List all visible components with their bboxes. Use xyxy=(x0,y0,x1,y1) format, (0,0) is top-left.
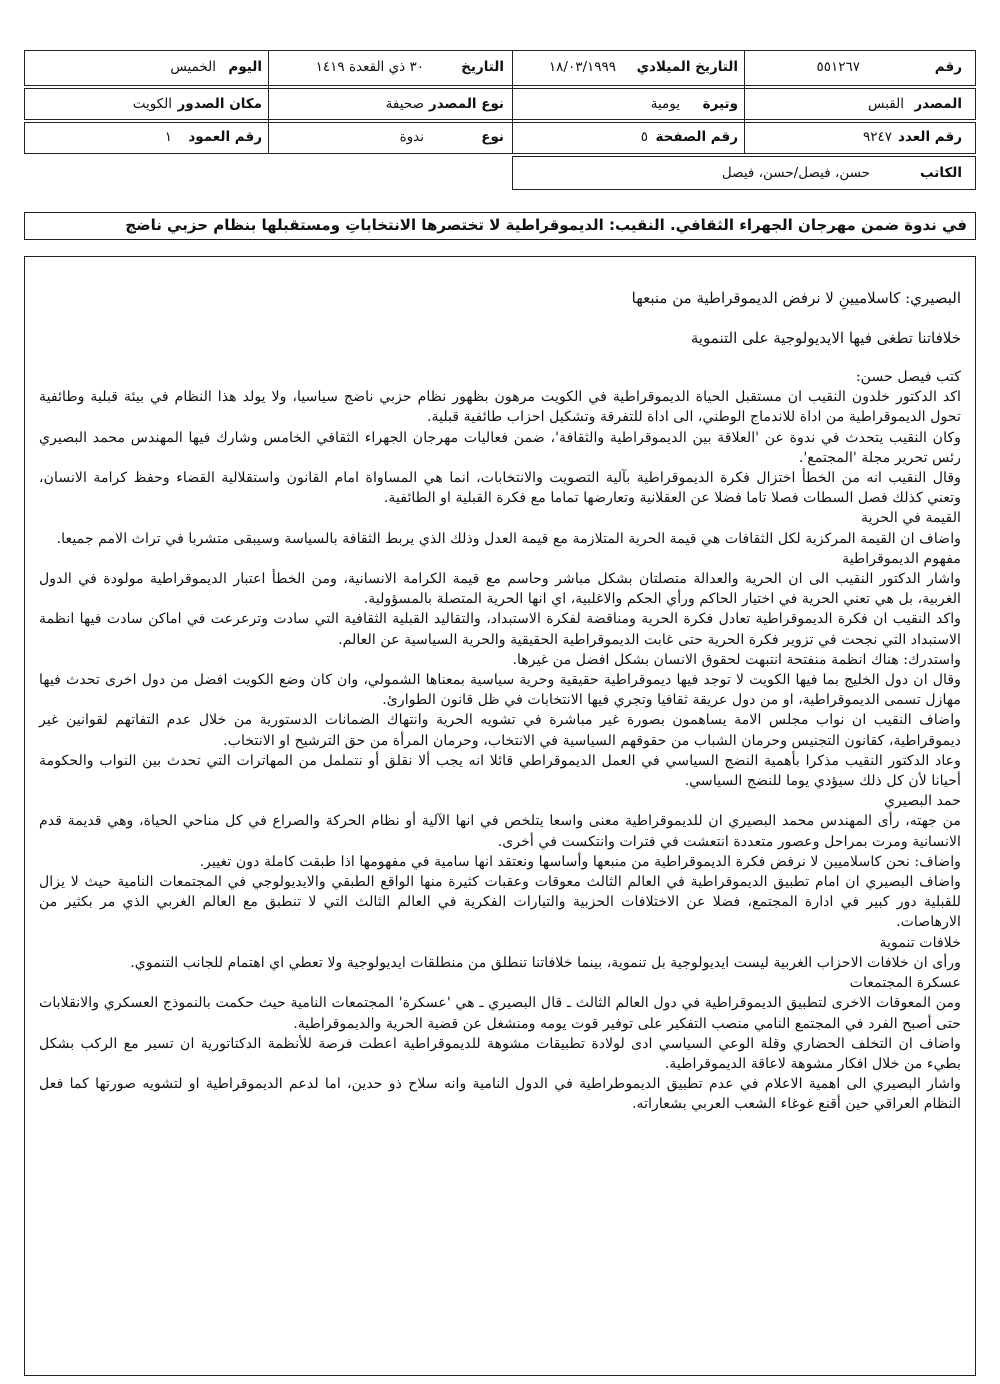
label-day: اليوم xyxy=(228,59,262,75)
article-paragraph: وقال ان دول الخليج بما فيها الكويت لا توجد فيها ديموقراطية حقيقية وحرية سياسية بمعناها الشمولي، وان كان وضع الكويت افضل من دول اخرى تحدث فيها مهازل تسمى الديموقراطية، او من دول عريقة ثقافيا وتجري فيها الانتخابات في ظل قانون الطوارئ. xyxy=(39,672,961,709)
article-paragraph: ومن المعوقات الاخرى لتطبيق الديموقراطية في دول العالم الثالث ـ قال البصيري ـ هي 'عسكرة' المجتمعات النامية حيث حكمت بالنموذج العسكري والانقلابات حتى أصبح الفرد في المجتمع النامي منصب التفكير على توفير قوت يومه ومنشغل عن قضية الحرية والديموقراطية. xyxy=(39,995,961,1032)
value-issue-number: ٩٢٤٧ xyxy=(862,129,892,145)
article-paragraph: واشار الدكتور النقيب الى ان الحرية والعدالة متصلتان بشكل مباشر وحاسم مع قيمة الكرامة الانسانية، ومن الخطأ اعتبار الديموقراطية مولودة في الدول الغربية، بل هي تعني الحرية في اختيار الحاكم ورأي الحكم والاغلبية، اي انها الحرية المتصلة بالمسؤولية. xyxy=(39,571,961,608)
label-frequency: وتيرة xyxy=(702,96,738,112)
label-column-number: رقم العمود xyxy=(188,129,262,145)
article-paragraph: وكان النقيب يتحدث في ندوة عن 'العلاقة بين الديموقراطية والثقافة'، ضمن فعاليات مهرجان الجهراء الثقافي الخامس وشارك فيها المهندس محمد البصيري رئس تحرير مجلة 'المجتمع'. xyxy=(39,429,961,466)
label-number: رقم xyxy=(934,59,962,75)
value-frequency: يومية xyxy=(650,96,680,112)
value-writer: حسن، فيصل/حسن، فيصل xyxy=(721,165,870,181)
byline: كتب فيصل حسن: xyxy=(855,369,961,385)
article-paragraph: واضاف البصيري ان امام تطبيق الديموقراطية في العالم الثالث معوقات وعقبات كثيرة منها الواقع الطبقي والايديولوجي في المجتمعات النامية حيث لا يزال للقبلية دور كبير في ادارة المجتمع، فضلا عن الاختلافات الحزبية والتيارات الفكرية في العالم الثالث التي لا تنطبق مع العالم الغربي الذي مر بكثير من الارهاصات. xyxy=(39,874,961,931)
subtitle-2: خلافاتنا تطغى فيها الايديولوجية على التنموية xyxy=(690,329,961,347)
article-paragraph: واضاف ان التخلف الحضاري وقلة الوعي السياسي ادى لولادة تطبيقات مشوهة للديموقراطية اعطت فرصة للأنظمة الدكتاتورية ان تسير مع الركب بشكل بطيء من خلال افكار مشوهة لاعاقة الديموقراطية. xyxy=(39,1035,961,1072)
article-paragraph: واضاف: نحن كاسلاميين لا نرفض فكرة الديموقراطية من منبعها وأساسها ونعتقد انها سامية في مفهومها اذا طبقت كاملة دون تغيير. xyxy=(199,853,961,870)
article-paragraph: مفهوم الديموقراطية xyxy=(842,550,961,567)
paragraphs xyxy=(39,387,961,1114)
value-column-number: ١ xyxy=(164,129,172,145)
value-type: ندوة xyxy=(399,129,424,145)
label-gregorian-date: التاريخ الميلادي xyxy=(636,59,738,75)
article-paragraph: عسكرة المجتمعات xyxy=(849,975,961,992)
headline: في ندوة ضمن مهرجان الجهراء الثقافي. النقيب: الديموقراطية لا تختصرها الانتخاباتِ ومستقبلها بنظام حزبي ناضج xyxy=(24,212,976,240)
article-paragraph: واضاف النقيب ان نواب مجلس الامة يساهمون بصورة غير مباشرة في تشويه الحرية وانتهاك الضمانات الدستورية من خلال عدم التفاتهم لقوانين غير ديموقراطية، كقانون التجنيس وحرمان الشباب من حقوقهم السياسية في الانتخاب، وحرمان المرأة من حق الترشيح او الانتخاب. xyxy=(39,712,961,749)
value-gregorian-date: ١٨/٠٣/١٩٩٩ xyxy=(548,59,616,75)
value-publication-place: الكويت xyxy=(132,96,172,112)
article-paragraph: وقال النقيب انه من الخطأ اختزال فكرة الديموقراطية بآلية التصويت والانتخابات، انما هي المساواة امام القانون واستقلالية القضاء وحفظ كرامة الانسان، وتعني كذلك فصل السطات فصلا تاما فضلا عن العقلانية وتعارضها تماما مع فكرة القبلية او الطائفية. xyxy=(39,470,961,507)
label-page-number: رقم الصفحة xyxy=(655,129,738,145)
value-page-number: ٥ xyxy=(640,129,648,145)
label-publication-place: مكان الصدور xyxy=(177,96,262,112)
value-day: الخميس xyxy=(170,59,216,75)
article-paragraph: القيمة في الحرية xyxy=(861,510,961,527)
article-paragraph: واكد النقيب ان فكرة الديموقراطية تعادل فكرة الحرية ومناقضة لفكرة الاستبداد، والتقاليد القبلية الثقافية التي سادت وترعرعت في اماكن سادت فيها انظمة الاستبداد التي نجحت في تزوير فكرة الحرية حتى غابت الديموقراطية الحقيقية والحرية السياسية عن العالم. xyxy=(39,611,961,648)
article-paragraph: اكد الدكتور خلدون النقيب ان مستقبل الحياة الديموقراطية في الكويت مرهون بظهور نظام حزبي ناضج سياسيا، ولا يولد هذا النظام في بيئة قبلية وطائفية تحول الديموقراطية من اداة للاندماج الوطني، الى اداة للتفرقة وتشكيل احزاب طائفية قبلية. xyxy=(39,389,961,426)
article-paragraph: وعاد الدكتور النقيب مذكرا بأهمية النضج السياسي في العمل الديموقراطي قائلا انه يجب ألا نقلق أو نتململ من المهاترات التي تحدث بين النواب والحكومة أحيانا لأن كل ذلك سيؤدي يوما للنضج السياسي. xyxy=(39,752,961,790)
label-date: التاريخ xyxy=(461,59,504,75)
article-body xyxy=(39,287,961,1115)
article-paragraph: واشار البصيري الى اهمية الاعلام في عدم تطبيق الديموطراطية في الدول النامية وانه سلاح ذو حدين، اما لدعم الديموقراطية او لتشويه صورتها كما فعل النظام العراقي حين أقنع غوغاء الشعب العربي بشعاراته. xyxy=(39,1076,961,1113)
label-issue-number: رقم العدد xyxy=(898,129,962,145)
article-paragraph: واستدرك: هناك انظمة منفتحة انتبهت لحقوق الانسان بشكل افضل من غيرها. xyxy=(512,651,961,668)
label-source: المصدر xyxy=(914,96,962,112)
subtitle-1: البصيري: كاسلاميينِ لا نرفض الديموقراطية من منبعها xyxy=(631,289,961,307)
separator xyxy=(268,50,269,154)
value-source: القبس xyxy=(868,96,904,112)
separator xyxy=(512,50,513,154)
value-date: ٣٠ ذي القعدة ١٤١٩ xyxy=(315,59,424,75)
article-paragraph: واضاف ان القيمة المركزية لكل الثقافات هي قيمة الحرية المتلازمة مع قيمة العدل وذلك الذي يربط الثقافة بالسياسة وسيبقى متشربا في تراث الامم جميعا. xyxy=(56,530,961,547)
article-paragraph: من جهته، رأى المهندس محمد البصيري ان للديموقراطية معنى واسعا يتلخص في انها الآلية أو نظام الحركة والصراع في كل مناحي الحياة، وهي قديمة قدم الانسانية ومرت بمراحل وعصور متعددة انتعشت في فترات وانتكست في أخرى. xyxy=(39,813,961,850)
label-writer: الكاتب xyxy=(920,165,962,181)
article-paragraph: حمد البصيري xyxy=(884,793,961,810)
value-number: ٥٥١٢٦٧ xyxy=(816,59,860,75)
label-type: نوع xyxy=(481,129,504,145)
label-source-type: نوع المصدر xyxy=(428,96,504,112)
article-paragraph: خلافات تنموية xyxy=(879,934,961,951)
separator xyxy=(744,50,745,154)
value-source-type: صحيفة xyxy=(385,96,424,112)
article-box xyxy=(24,256,976,1376)
article-paragraph: ورأى ان خلافات الاحزاب الغربية ليست ايديولوجية بل تنموية، بينما خلافاتنا تنطلق من منطلقات ايديولوجية ولا تعطي اي اهتمام للجانب التنموي. xyxy=(130,954,961,971)
